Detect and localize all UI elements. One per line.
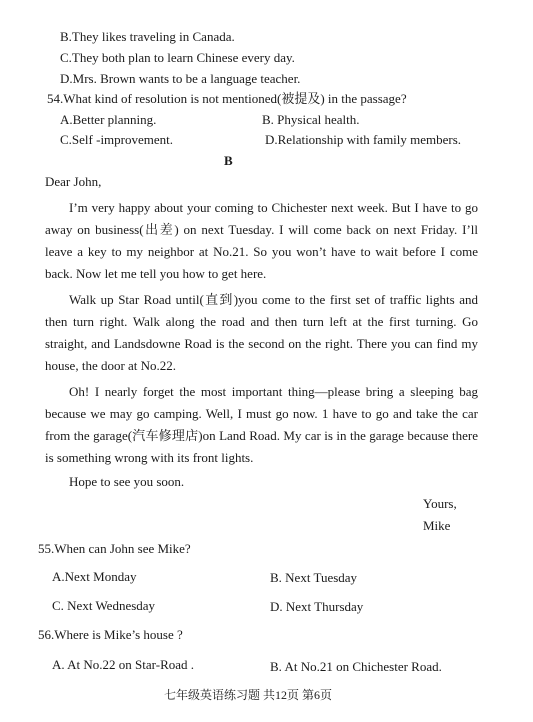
letter-p1-line1: I’m very happy about your coming to Chichester next week. But I have to go [69,200,478,215]
letter-closing: Hope to see you soon. [69,474,185,489]
letter-p1-line3: leave a key to my neighbor at No.21. So you won’t have to wait before I come [45,244,478,259]
q54-option-d: D.Relationship with family members. [265,132,462,147]
letter-p1-line4: back. Now let me tell you how to get here. [45,266,267,281]
letter-signoff: Yours, [423,496,457,511]
letter-p2-line1: Walk up Star Road until(直到)you come to the first set of traffic lights and [69,292,478,307]
letter-p2-line4: house, the door at No.22. [45,358,177,373]
q53-option-c: C.They both plan to learn Chinese every day. [60,50,295,65]
q54-option-b: B. Physical health. [262,112,360,127]
letter-signature: Mike [423,518,451,533]
q54-question: 54.What kind of resolution is not mentioned(被提及) in the passage? [47,91,407,106]
letter-greeting: Dear John, [45,174,102,189]
q55-option-c: C. Next Wednesday [52,598,156,613]
q54-option-c: C.Self -improvement. [60,132,174,147]
letter-p3-line2: because we may go camping. Well, I must go now. 1 have to go and take the car [45,406,478,421]
q55-option-b: B. Next Tuesday [270,570,358,585]
q56-option-a: A. At No.22 on Star-Road . [52,657,195,672]
section-b-heading: B [224,153,233,168]
letter-p3-line3: from the garage(汽车修理店)on Land Road. My car is in the garage because there [45,428,478,443]
q53-option-b: B.They likes traveling in Canada. [60,29,235,44]
letter-p2-line2: then turn right. Walk along the road and then turn left at the first turning. Go [45,314,478,329]
q56-question: 56.Where is Mike’s house ? [38,627,183,642]
page-footer: 七年级英语练习题 共12页 第6页 [164,688,333,702]
q53-option-d: D.Mrs. Brown wants to be a language teacher. [60,71,301,86]
q55-option-d: D. Next Thursday [270,599,364,614]
letter-p1-line2: away on business(出差) on next Tuesday. I will come back on next Friday. I’ll [45,222,478,237]
letter-p2-line3: straight, and Landsdowne Road is the second on the right. There you can find my [45,336,478,351]
q55-question: 55.When can John see Mike? [38,541,191,556]
letter-p3-line4: is something wrong with its front lights. [45,450,254,465]
q55-option-a: A.Next Monday [52,569,137,584]
letter-p3-line1: Oh! I nearly forget the most important thing—please bring a sleeping bag [69,384,478,399]
q54-option-a: A.Better planning. [60,112,157,127]
q56-option-b: B. At No.21 on Chichester Road. [270,659,442,674]
